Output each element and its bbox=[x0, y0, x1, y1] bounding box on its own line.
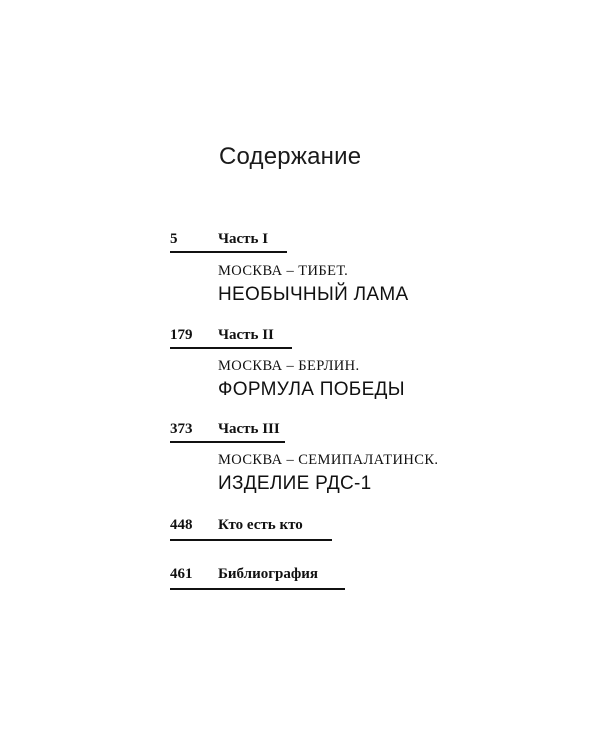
toc-entry-subtitle: МОСКВА – СЕМИПАЛАТИНСК. bbox=[218, 452, 439, 468]
toc-entry-heading: НЕОБЫЧНЫЙ ЛАМА bbox=[218, 284, 409, 305]
toc-entry-label: Часть III bbox=[218, 421, 280, 437]
toc-entry-label: Часть I bbox=[218, 231, 269, 247]
toc-page-number: 179 bbox=[170, 327, 193, 343]
toc-page-number: 373 bbox=[170, 421, 193, 437]
toc-page-number: 5 bbox=[170, 231, 178, 247]
toc-page-number: 461 bbox=[170, 566, 193, 582]
toc-underline bbox=[170, 251, 287, 253]
toc-underline bbox=[170, 588, 345, 590]
toc-entry-subtitle: МОСКВА – БЕРЛИН. bbox=[218, 358, 360, 374]
toc-underline bbox=[170, 539, 332, 541]
toc-title: Содержание bbox=[219, 143, 362, 170]
toc-entry-label: Библиография bbox=[218, 566, 319, 582]
toc-underline bbox=[170, 347, 292, 349]
toc-entry-label: Кто есть кто bbox=[218, 517, 303, 533]
toc-page-number: 448 bbox=[170, 517, 193, 533]
toc-entry-subtitle: МОСКВА – ТИБЕТ. bbox=[218, 263, 349, 279]
toc-underline bbox=[170, 441, 285, 443]
toc-entry-label: Часть II bbox=[218, 327, 274, 343]
toc-entry-heading: ИЗДЕЛИЕ РДС-1 bbox=[218, 473, 372, 494]
toc-entry-heading: ФОРМУЛА ПОБЕДЫ bbox=[218, 379, 405, 400]
